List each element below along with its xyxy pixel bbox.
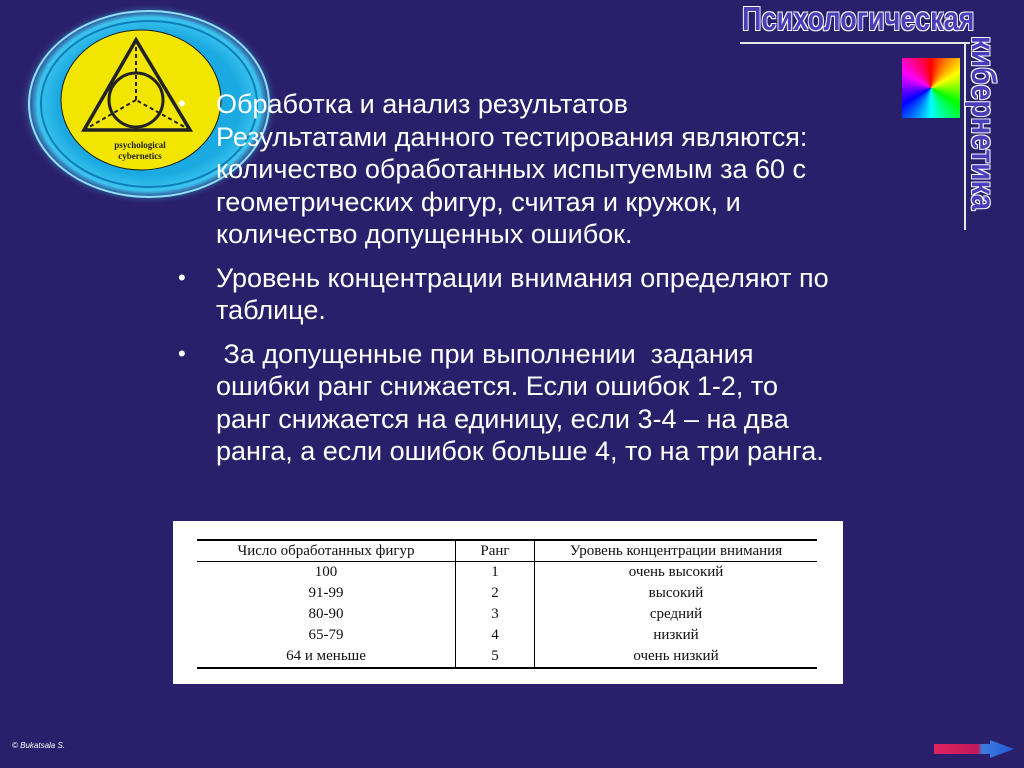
table-cell: 80-90 — [308, 606, 344, 622]
bullet-line: ранга, а если ошибок больше 4, то на три ранга. — [216, 436, 824, 466]
concentration-table-panel — [173, 521, 843, 684]
table-cell: 4 — [456, 625, 535, 646]
bullet-line: ранг снижается на единицу, если 3-4 – на два — [216, 403, 789, 434]
arrow-right-icon[interactable] — [934, 740, 1014, 758]
bullet-line: количество допущенных ошибок. — [216, 219, 633, 249]
bullet-line: таблице. — [216, 295, 326, 325]
column-header: Ранг — [456, 540, 535, 562]
bullet-line: Уровень концентрации внимания определяют по — [216, 262, 829, 293]
table-cell: 1 — [456, 562, 535, 584]
bullet-line: количество обработанных испытуемым за 60 с — [216, 154, 807, 184]
svg-text:psychological: psychological — [114, 140, 166, 150]
table-cell: очень низкий — [535, 646, 818, 668]
bullet-errors — [178, 338, 1008, 468]
table-row — [197, 646, 817, 668]
table-cell: средний — [649, 606, 703, 622]
table-row — [197, 625, 817, 646]
table-cell: низкий — [653, 627, 699, 643]
bullet-line: Результатами данного тестирования являются: — [216, 121, 808, 152]
column-header: Уровень концентрации внимания — [535, 540, 818, 562]
table-cell: 91-99 — [308, 585, 344, 601]
bullet-line: ошибки ранг снижается. Если ошибок 1-2, то — [216, 371, 778, 401]
table-cell: очень высокий — [628, 564, 724, 580]
copyright-text: Bukatsala S. — [20, 741, 66, 750]
svg-text:cybernetics: cybernetics — [118, 151, 162, 161]
bullet-line: геометрических фигур, считая и кружок, и — [216, 186, 741, 217]
bullet-dot: • — [178, 264, 186, 290]
table-row — [197, 604, 817, 625]
bullet-dot: • — [178, 340, 186, 366]
bullet-processing — [178, 88, 1008, 251]
concentration-table — [197, 539, 817, 669]
table-cell: 65-79 — [308, 627, 344, 643]
brand-underline — [740, 42, 970, 44]
table-row — [197, 583, 817, 604]
column-header: Число обработанных фигур — [197, 540, 456, 562]
copyright-note: © Bukatsala S. — [12, 741, 66, 750]
bullet-dot: • — [178, 91, 186, 116]
bullet-line: За допущенные при выполнении задания — [216, 338, 754, 369]
slide-content — [178, 88, 1008, 479]
table-row — [197, 562, 817, 584]
table-cell: 3 — [456, 604, 535, 625]
table-cell: 2 — [456, 583, 535, 604]
table-cell: 64 и меньше — [197, 646, 456, 668]
bullet-level — [178, 262, 1008, 327]
table-cell: 5 — [456, 646, 535, 668]
table-cell: 100 — [314, 564, 338, 580]
bullet-line: Обработка и анализ результатов — [216, 89, 628, 119]
brand-vertical-title: кибернетика — [965, 36, 1002, 211]
brand-title: Психологическая — [742, 0, 975, 37]
table-header-row — [197, 540, 817, 562]
table-cell: высокий — [648, 585, 704, 601]
